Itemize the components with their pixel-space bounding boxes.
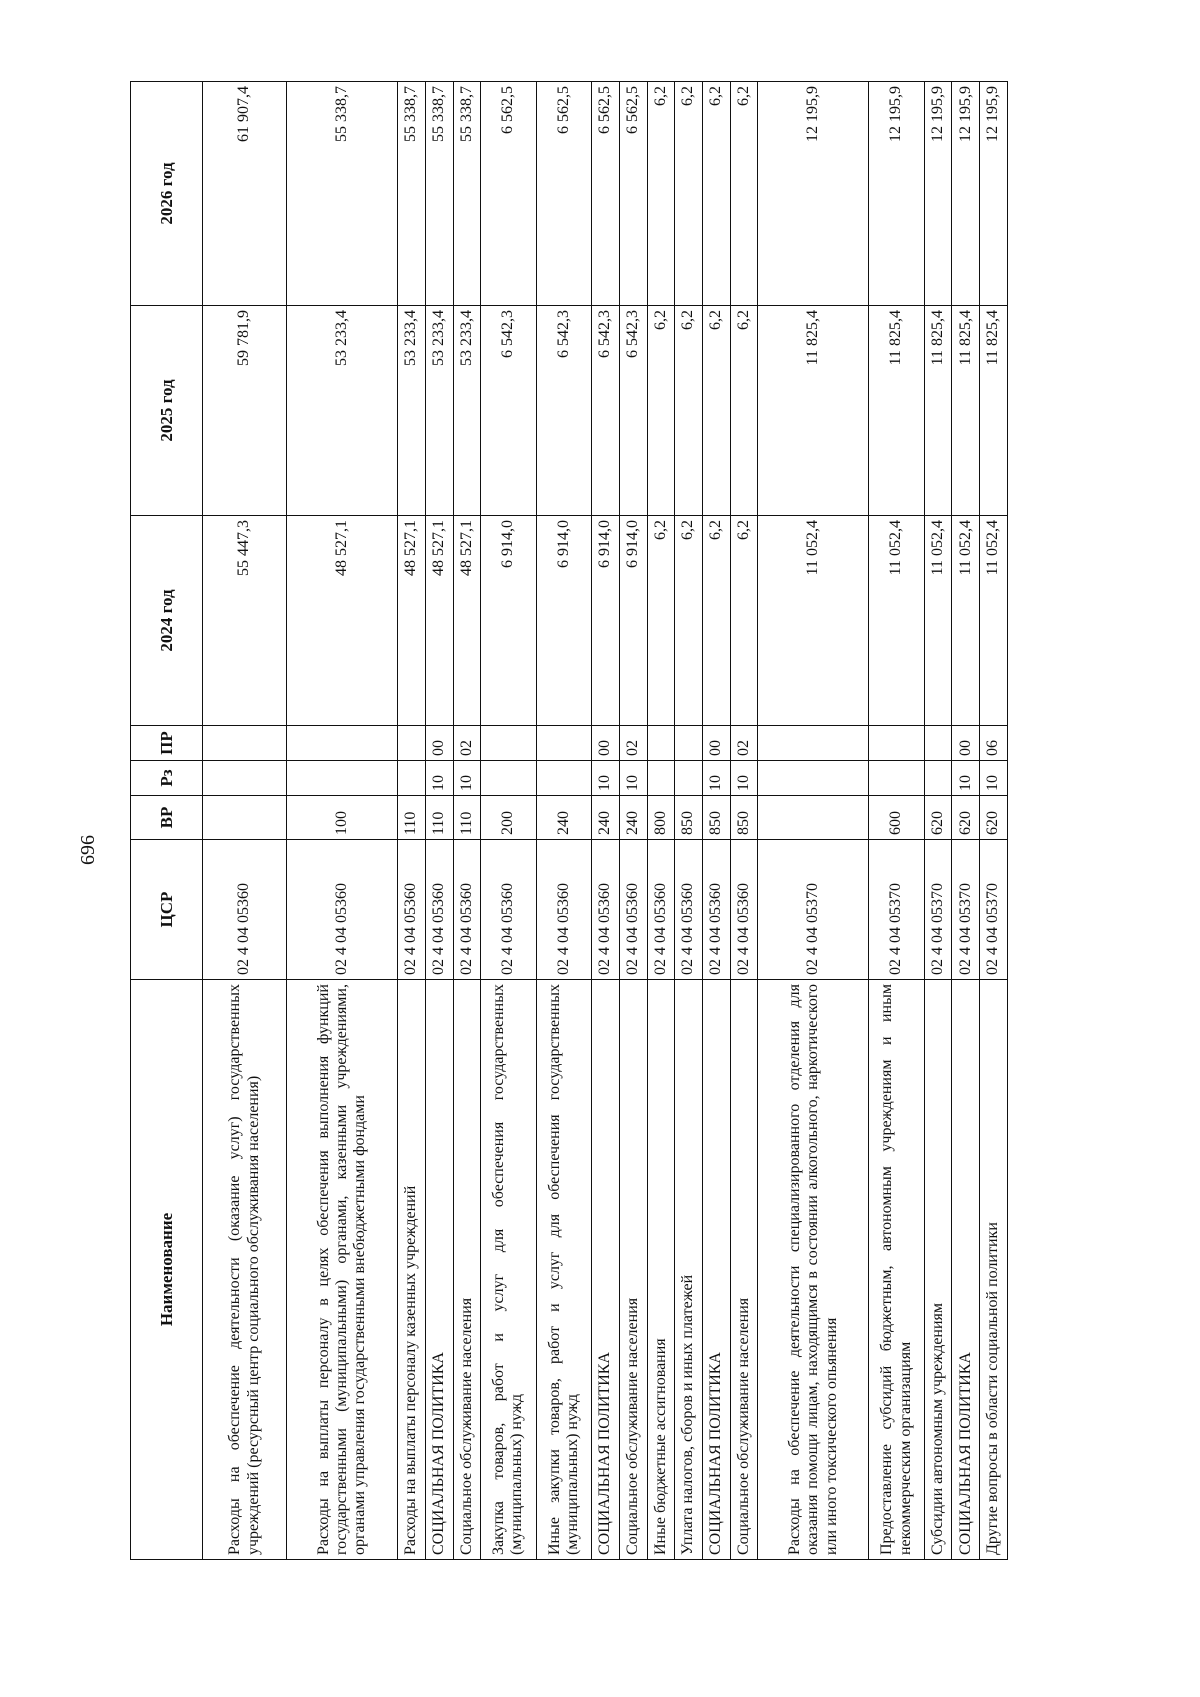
cell-name: Расходы на выплаты персоналу в целях обеспечения выполнения функций государственными (муниципальными) органами, казенными учреждениями, органами управления государственными внебюджетными фондами — [287, 980, 398, 1560]
cell-y2026: 12 195,9 — [980, 82, 1008, 306]
cell-pr: 00 — [703, 726, 731, 761]
table-row — [980, 82, 1008, 1560]
header-pr: ПР — [131, 726, 203, 761]
cell-name: СОЦИАЛЬНАЯ ПОЛИТИКА — [952, 980, 980, 1560]
cell-pr — [924, 726, 952, 761]
cell-name: Расходы на выплаты персоналу казенных учреждений — [398, 980, 426, 1560]
cell-name: Иные закупки товаров, работ и услуг для обеспечения государственных (муниципальных) нужд — [536, 980, 591, 1560]
cell-y2026: 6 562,5 — [481, 82, 536, 306]
cell-vr: 850 — [703, 796, 731, 840]
cell-name: Социальное обслуживание населения — [730, 980, 758, 1560]
cell-y2025: 59 781,9 — [203, 306, 287, 516]
cell-name: Другие вопросы в области социальной политики — [980, 980, 1008, 1560]
cell-y2025: 11 825,4 — [758, 306, 869, 516]
cell-y2025: 6 542,3 — [619, 306, 647, 516]
table-row — [675, 82, 703, 1560]
cell-y2026: 55 338,7 — [287, 82, 398, 306]
cell-rz: 10 — [703, 761, 731, 796]
table-row — [924, 82, 952, 1560]
table-body — [203, 82, 1008, 1560]
cell-rz — [869, 761, 924, 796]
cell-csr: 02 4 04 05360 — [619, 840, 647, 980]
cell-y2025: 6,2 — [730, 306, 758, 516]
cell-rz — [203, 761, 287, 796]
cell-csr: 02 4 04 05370 — [758, 840, 869, 980]
header-2024: 2024 год — [131, 516, 203, 726]
cell-y2026: 12 195,9 — [758, 82, 869, 306]
cell-y2025: 53 233,4 — [425, 306, 453, 516]
cell-vr: 800 — [647, 796, 675, 840]
cell-rz — [287, 761, 398, 796]
cell-y2025: 53 233,4 — [287, 306, 398, 516]
cell-name: СОЦИАЛЬНАЯ ПОЛИТИКА — [425, 980, 453, 1560]
cell-csr: 02 4 04 05370 — [869, 840, 924, 980]
cell-y2025: 6,2 — [675, 306, 703, 516]
cell-y2024: 48 527,1 — [453, 516, 481, 726]
cell-y2024: 55 447,3 — [203, 516, 287, 726]
page-number: 696 — [77, 835, 99, 865]
cell-vr — [203, 796, 287, 840]
cell-y2026: 12 195,9 — [952, 82, 980, 306]
cell-y2025: 6 542,3 — [592, 306, 620, 516]
cell-pr: 00 — [592, 726, 620, 761]
cell-y2025: 11 825,4 — [952, 306, 980, 516]
cell-y2024: 11 052,4 — [758, 516, 869, 726]
cell-y2026: 61 907,4 — [203, 82, 287, 306]
cell-vr: 110 — [425, 796, 453, 840]
cell-y2024: 48 527,1 — [398, 516, 426, 726]
cell-rz — [924, 761, 952, 796]
cell-vr: 110 — [453, 796, 481, 840]
cell-csr: 02 4 04 05360 — [398, 840, 426, 980]
cell-y2024: 6 914,0 — [592, 516, 620, 726]
cell-vr: 100 — [287, 796, 398, 840]
cell-rz — [647, 761, 675, 796]
cell-name: Закупка товаров, работ и услуг для обеспечения государственных (муниципальных) нужд — [481, 980, 536, 1560]
header-csr: ЦСР — [131, 840, 203, 980]
cell-y2025: 53 233,4 — [398, 306, 426, 516]
cell-name: СОЦИАЛЬНАЯ ПОЛИТИКА — [703, 980, 731, 1560]
table-row — [703, 82, 731, 1560]
cell-y2026: 6 562,5 — [536, 82, 591, 306]
cell-rz: 10 — [453, 761, 481, 796]
cell-vr: 110 — [398, 796, 426, 840]
cell-name: СОЦИАЛЬНАЯ ПОЛИТИКА — [592, 980, 620, 1560]
cell-y2024: 48 527,1 — [425, 516, 453, 726]
cell-y2024: 11 052,4 — [924, 516, 952, 726]
cell-y2026: 6,2 — [730, 82, 758, 306]
cell-rz: 10 — [980, 761, 1008, 796]
table-row — [425, 82, 453, 1560]
table-row — [398, 82, 426, 1560]
cell-y2024: 6 914,0 — [481, 516, 536, 726]
header-name: Наименование — [131, 980, 203, 1560]
cell-pr: 02 — [619, 726, 647, 761]
header-vr: ВР — [131, 796, 203, 840]
cell-pr: 00 — [952, 726, 980, 761]
cell-y2024: 6,2 — [647, 516, 675, 726]
cell-y2026: 55 338,7 — [453, 82, 481, 306]
cell-vr: 620 — [980, 796, 1008, 840]
cell-y2024: 6,2 — [730, 516, 758, 726]
cell-rz — [398, 761, 426, 796]
cell-y2024: 6 914,0 — [536, 516, 591, 726]
cell-y2025: 6 542,3 — [536, 306, 591, 516]
cell-y2026: 6 562,5 — [619, 82, 647, 306]
cell-pr — [647, 726, 675, 761]
cell-csr: 02 4 04 05370 — [980, 840, 1008, 980]
cell-pr — [536, 726, 591, 761]
cell-rz — [481, 761, 536, 796]
table-row — [647, 82, 675, 1560]
cell-csr: 02 4 04 05360 — [425, 840, 453, 980]
table-row — [592, 82, 620, 1560]
cell-vr: 850 — [730, 796, 758, 840]
table-row — [203, 82, 287, 1560]
table-row — [869, 82, 924, 1560]
cell-name: Уплата налогов, сборов и иных платежей — [675, 980, 703, 1560]
cell-pr — [758, 726, 869, 761]
table-row — [481, 82, 536, 1560]
table-row — [952, 82, 980, 1560]
table-row — [730, 82, 758, 1560]
cell-rz: 10 — [730, 761, 758, 796]
cell-y2025: 11 825,4 — [980, 306, 1008, 516]
cell-pr — [675, 726, 703, 761]
cell-pr: 02 — [730, 726, 758, 761]
cell-name: Социальное обслуживание населения — [619, 980, 647, 1560]
cell-pr: 00 — [425, 726, 453, 761]
header-rz: Рз — [131, 761, 203, 796]
cell-y2025: 11 825,4 — [869, 306, 924, 516]
cell-y2025: 6 542,3 — [481, 306, 536, 516]
cell-pr — [398, 726, 426, 761]
header-row — [131, 82, 203, 1560]
cell-y2024: 11 052,4 — [869, 516, 924, 726]
cell-csr: 02 4 04 05360 — [647, 840, 675, 980]
header-2025: 2025 год — [131, 306, 203, 516]
cell-vr: 620 — [924, 796, 952, 840]
cell-rz: 10 — [952, 761, 980, 796]
cell-y2026: 55 338,7 — [398, 82, 426, 306]
cell-csr: 02 4 04 05360 — [536, 840, 591, 980]
table-row — [453, 82, 481, 1560]
table-row — [536, 82, 591, 1560]
rotated-table-container — [130, 82, 1008, 1560]
cell-csr: 02 4 04 05360 — [592, 840, 620, 980]
cell-rz — [675, 761, 703, 796]
cell-csr: 02 4 04 05360 — [453, 840, 481, 980]
cell-vr: 620 — [952, 796, 980, 840]
cell-y2025: 53 233,4 — [453, 306, 481, 516]
cell-y2026: 55 338,7 — [425, 82, 453, 306]
cell-rz: 10 — [619, 761, 647, 796]
cell-name: Предоставление субсидий бюджетным, автономным учреждениям и иным некоммерческим организациям — [869, 980, 924, 1560]
cell-y2024: 6 914,0 — [619, 516, 647, 726]
cell-pr: 02 — [453, 726, 481, 761]
cell-pr — [203, 726, 287, 761]
cell-y2024: 11 052,4 — [952, 516, 980, 726]
cell-y2025: 6,2 — [647, 306, 675, 516]
cell-name: Расходы на обеспечение деятельности (оказание услуг) государственных учреждений (ресурсный центр социального обслуживания населения) — [203, 980, 287, 1560]
cell-rz — [536, 761, 591, 796]
cell-y2024: 6,2 — [675, 516, 703, 726]
cell-y2025: 6,2 — [703, 306, 731, 516]
cell-rz — [758, 761, 869, 796]
table-row — [758, 82, 869, 1560]
cell-name: Социальное обслуживание населения — [453, 980, 481, 1560]
cell-vr: 240 — [536, 796, 591, 840]
cell-y2026: 6,2 — [647, 82, 675, 306]
table-row — [287, 82, 398, 1560]
cell-y2026: 6,2 — [675, 82, 703, 306]
cell-y2024: 6,2 — [703, 516, 731, 726]
cell-csr: 02 4 04 05360 — [287, 840, 398, 980]
cell-name: Иные бюджетные ассигнования — [647, 980, 675, 1560]
cell-csr: 02 4 04 05360 — [203, 840, 287, 980]
cell-y2026: 12 195,9 — [924, 82, 952, 306]
cell-y2024: 11 052,4 — [980, 516, 1008, 726]
cell-vr — [758, 796, 869, 840]
cell-y2026: 12 195,9 — [869, 82, 924, 306]
cell-rz: 10 — [425, 761, 453, 796]
budget-table — [130, 81, 1008, 1560]
table-row — [619, 82, 647, 1560]
cell-csr: 02 4 04 05360 — [675, 840, 703, 980]
header-2026: 2026 год — [131, 82, 203, 306]
cell-csr: 02 4 04 05370 — [952, 840, 980, 980]
cell-y2024: 48 527,1 — [287, 516, 398, 726]
cell-y2026: 6 562,5 — [592, 82, 620, 306]
cell-rz: 10 — [592, 761, 620, 796]
cell-csr: 02 4 04 05360 — [481, 840, 536, 980]
cell-vr: 240 — [619, 796, 647, 840]
cell-pr — [869, 726, 924, 761]
cell-vr: 600 — [869, 796, 924, 840]
cell-name: Субсидии автономным учреждениям — [924, 980, 952, 1560]
cell-pr: 06 — [980, 726, 1008, 761]
cell-csr: 02 4 04 05360 — [703, 840, 731, 980]
cell-vr: 200 — [481, 796, 536, 840]
cell-y2025: 11 825,4 — [924, 306, 952, 516]
cell-pr — [481, 726, 536, 761]
cell-pr — [287, 726, 398, 761]
cell-vr: 850 — [675, 796, 703, 840]
cell-vr: 240 — [592, 796, 620, 840]
cell-csr: 02 4 04 05360 — [730, 840, 758, 980]
cell-y2026: 6,2 — [703, 82, 731, 306]
cell-csr: 02 4 04 05370 — [924, 840, 952, 980]
cell-name: Расходы на обеспечение деятельности специализированного отделения для оказания помощи лицам, находящимся в состоянии алкогольного, наркотического или иного токсического опьянения — [758, 980, 869, 1560]
